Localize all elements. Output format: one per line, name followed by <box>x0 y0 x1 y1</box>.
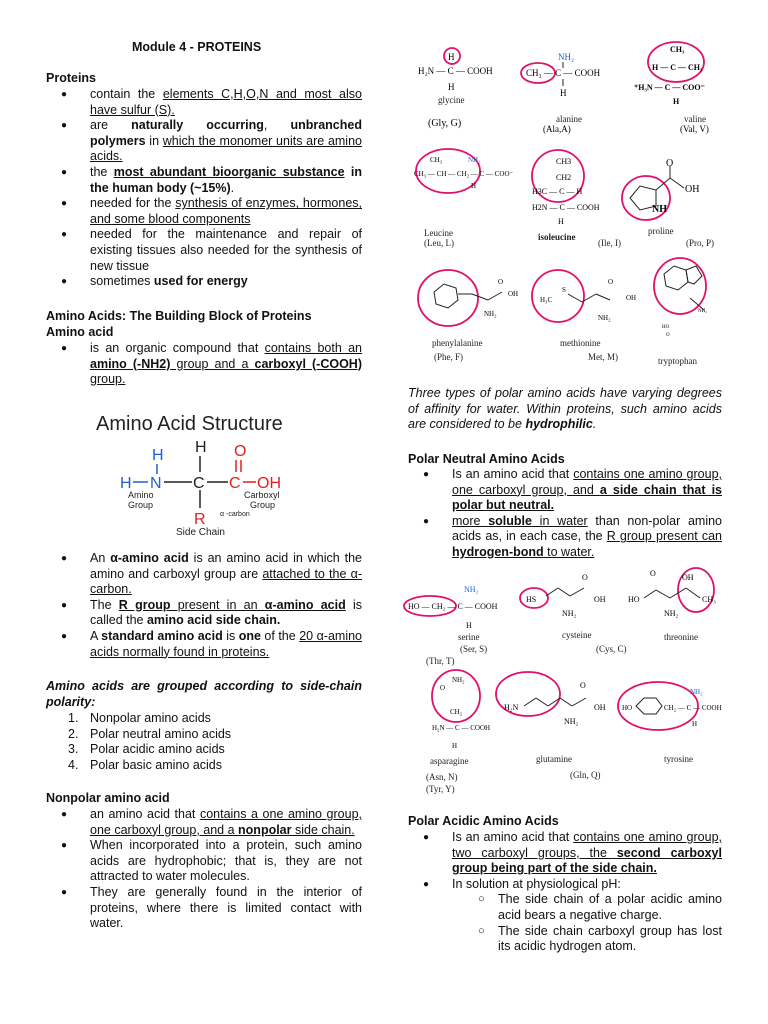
tryptophan-structure <box>654 258 707 366</box>
amino-acid-structure-diagram <box>88 402 328 540</box>
alpha-carbon-atom: C <box>193 475 205 492</box>
svg-text:O: O <box>666 333 670 338</box>
svg-text:H: H <box>558 217 564 226</box>
list-item: ● Is an amino acid that contains one amino group, one carboxyl group, and a side chain that is polar but neutral. <box>408 467 722 514</box>
svg-text:NH₂: NH₂ <box>562 609 577 618</box>
sub-list-item: ○ The side chain carboxyl group has lost its acidic hydrogen atom. <box>408 924 722 955</box>
grouping-list <box>46 711 362 773</box>
svg-text:HO: HO <box>628 595 640 604</box>
svg-text:Met, M): Met, M) <box>588 352 618 362</box>
amino-acid-list <box>46 341 362 388</box>
svg-text:H: H <box>448 52 455 62</box>
svg-text:CH₃ — C — COOH: CH₃ — C — COOH <box>526 68 601 78</box>
cysteine-structure <box>520 573 627 654</box>
svg-text:OH: OH <box>594 595 606 604</box>
svg-text:CH₃: CH₃ <box>702 595 716 604</box>
svg-text:serine: serine <box>458 632 480 642</box>
svg-text:OH: OH <box>594 703 606 712</box>
svg-text:NH₂: NH₂ <box>698 309 707 314</box>
svg-text:H: H <box>452 742 458 750</box>
svg-text:Group: Group <box>250 500 276 510</box>
svg-text:(Tyr, Y): (Tyr, Y) <box>426 784 455 794</box>
svg-text:cysteine: cysteine <box>562 630 592 640</box>
svg-text:(Leu, L): (Leu, L) <box>424 238 454 248</box>
svg-text:H: H <box>673 97 680 106</box>
list-item: ● An α-amino acid is an amino acid in which the amino and carboxyl group are attached to the α-carbon. <box>46 551 362 598</box>
svg-text:O: O <box>666 158 674 169</box>
glycine-structure <box>418 48 493 129</box>
alpha-amino-list <box>46 551 362 660</box>
svg-text:NH₂: NH₂ <box>598 314 611 322</box>
svg-text:NH₂: NH₂ <box>468 156 481 164</box>
svg-text:HO: HO <box>662 325 670 330</box>
svg-text:NH₂: NH₂ <box>690 688 703 696</box>
glutamine-structure <box>496 672 606 780</box>
nonpolar-list <box>46 807 362 932</box>
svg-text:OH: OH <box>682 573 694 582</box>
svg-text:NH₂: NH₂ <box>464 585 479 594</box>
svg-text:NH₂: NH₂ <box>564 717 579 726</box>
svg-text:CH2: CH2 <box>556 173 572 182</box>
svg-text:H: H <box>448 82 455 92</box>
svg-text:HO: HO <box>622 704 633 712</box>
svg-text:OH: OH <box>626 294 637 302</box>
svg-text:isoleucine: isoleucine <box>538 232 576 242</box>
svg-text:H₃C: H₃C <box>540 296 553 304</box>
svg-text:NH: NH <box>652 204 667 215</box>
amino-group-label: Amino <box>128 490 154 500</box>
amino-h-atom-left: H <box>120 475 132 492</box>
svg-text:HO — CH₂ — C — COOH: HO — CH₂ — C — COOH <box>408 602 498 611</box>
grouping-intro: Amino acids are grouped according to side-chain polarity: <box>46 679 362 709</box>
svg-text:OH: OH <box>685 184 700 195</box>
svg-text:Group: Group <box>128 500 154 510</box>
svg-text:O: O <box>440 684 446 692</box>
alpha-carbon-label: α -carbon <box>220 511 250 518</box>
svg-text:⁺H₃N — C — COO⁻: ⁺H₃N — C — COO⁻ <box>634 83 705 92</box>
svg-text:O: O <box>608 278 614 286</box>
isoleucine-structure <box>532 150 621 248</box>
svg-text:Leucine: Leucine <box>424 228 453 238</box>
list-item: ● an amino acid that contains a one amino group, one carboxyl group, and a nonpolar side chain. <box>46 807 362 838</box>
asparagine-structure <box>426 670 490 794</box>
svg-text:OH: OH <box>508 290 519 298</box>
polar-neutral-list <box>408 467 722 561</box>
svg-text:threonine: threonine <box>664 632 698 642</box>
list-item: 1. Nonpolar amino acids <box>68 711 211 725</box>
proteins-heading: Proteins <box>46 71 97 85</box>
polar-neutral-heading: Polar Neutral Amino Acids <box>408 452 565 466</box>
svg-text:H: H <box>466 621 472 630</box>
polar-acidic-list <box>408 830 722 955</box>
list-item: ● more soluble in water than non-polar amino acids as, in each case, the R group present can hydrogen-bond to water. <box>408 514 722 561</box>
svg-text:(Thr, T): (Thr, T) <box>426 656 455 666</box>
polar-acidic-heading: Polar Acidic Amino Acids <box>408 814 559 828</box>
amino-acid-heading: Amino acid <box>46 325 114 339</box>
svg-text:phenylalanine: phenylalanine <box>432 338 483 348</box>
list-item: ● They are generally found in the interior of proteins, where there is limited contact with water. <box>46 885 362 932</box>
svg-text:H: H <box>471 182 477 190</box>
svg-text:methionine: methionine <box>560 338 601 348</box>
list-item: 3. Polar acidic amino acids <box>68 742 225 757</box>
svg-text:(Asn, N): (Asn, N) <box>426 772 458 782</box>
list-item: 2. Polar neutral amino acids <box>68 726 232 741</box>
svg-text:CH₃: CH₃ <box>670 45 685 54</box>
svg-text:CH₃ — CH — CH₂ — C — COO⁻: CH₃ — CH — CH₂ — C — COO⁻ <box>414 170 514 178</box>
list-item: ● In solution at physiological pH: ○ The side chain of a polar acidic amino acid bears a negative charge. ○ The side chain carboxyl group has lost its acidic hydrogen atom. <box>408 877 722 955</box>
list-item: ● the most abundant bioorganic substance in the human body (~15%). <box>46 165 362 196</box>
svg-text:tyrosine: tyrosine <box>664 754 693 764</box>
svg-text:H₂N: H₂N <box>504 703 519 712</box>
svg-text:H2N — C — COOH: H2N — C — COOH <box>532 203 600 212</box>
svg-text:O: O <box>580 681 586 690</box>
svg-text:NH₂: NH₂ <box>664 609 679 618</box>
leucine-structure <box>414 149 514 248</box>
phenylalanine-structure <box>418 270 518 362</box>
svg-text:proline: proline <box>648 226 674 236</box>
sub-list-item: ○ The side chain of a polar acidic amino acid bears a negative charge. <box>408 892 722 923</box>
nonpolar-structures-figure <box>408 38 728 368</box>
svg-text:H₂N — C — COOH: H₂N — C — COOH <box>432 724 491 732</box>
svg-text:valine: valine <box>684 114 706 124</box>
svg-text:glycine: glycine <box>438 95 465 105</box>
svg-text:CH₂ — C — COOH: CH₂ — C — COOH <box>664 704 722 712</box>
svg-text:(Pro, P): (Pro, P) <box>686 238 715 248</box>
r-group: R <box>194 511 206 528</box>
svg-text:(Gln, Q): (Gln, Q) <box>570 770 601 780</box>
svg-text:(Gly, G): (Gly, G) <box>428 118 462 129</box>
svg-text:CH₂: CH₂ <box>450 708 463 716</box>
svg-text:alanine: alanine <box>556 114 582 124</box>
side-chain-label: Side Chain <box>176 527 225 538</box>
list-item: ● needed for the maintenance and repair of existing tissues also needed for the synthesis of new tissue <box>46 227 362 274</box>
svg-text:H: H <box>560 88 567 98</box>
svg-text:(Ala,A): (Ala,A) <box>543 124 571 134</box>
list-item: ● sometimes used for energy <box>46 274 362 290</box>
svg-text:H: H <box>692 720 698 728</box>
svg-text:(Ile, I): (Ile, I) <box>598 238 621 248</box>
oxygen-atom: O <box>234 443 247 460</box>
svg-text:O: O <box>582 573 588 582</box>
list-item: ● contain the elements C,H,O,N and most also have sulfur (S). <box>46 87 362 118</box>
svg-text:NH₂: NH₂ <box>484 310 497 318</box>
polar-neutral-structures-figure <box>400 566 728 800</box>
alanine-structure <box>521 52 601 134</box>
tyrosine-structure <box>618 682 722 764</box>
sub-list <box>408 892 722 954</box>
svg-text:CH₃: CH₃ <box>430 156 443 164</box>
proline-structure <box>622 158 714 248</box>
list-item: ● are naturally occurring, unbranched polymers in which the monomer units are amino acids. <box>46 118 362 165</box>
carboxyl-carbon-atom: C <box>229 475 241 492</box>
methionine-structure <box>532 270 636 362</box>
svg-text:O: O <box>650 569 656 578</box>
svg-text:NH₂: NH₂ <box>558 52 575 62</box>
hydroxyl-group: OH <box>257 475 281 492</box>
carboxyl-group-label: Carboxyl <box>244 490 280 500</box>
list-item: ● A standard amino acid is one of the 20 α-amino acids normally found in proteins. <box>46 629 362 660</box>
list-item: 4. Polar basic amino acids <box>68 757 223 772</box>
svg-text:CH3: CH3 <box>556 157 572 166</box>
svg-text:(Ser, S): (Ser, S) <box>460 644 488 654</box>
svg-text:tryptophan: tryptophan <box>658 356 697 366</box>
svg-text:glutamine: glutamine <box>536 754 572 764</box>
list-item: ● is an organic compound that contains both an amino (-NH2) group and a carboxyl (-COOH) group. <box>46 341 362 388</box>
list-item: ● needed for the synthesis of enzymes, hormones, and some blood components <box>46 196 362 227</box>
svg-text:S: S <box>562 286 566 294</box>
svg-text:H3C — C — H: H3C — C — H <box>532 187 583 196</box>
nonpolar-heading: Nonpolar amino acid <box>46 791 170 805</box>
list-item: ● When incorporated into a protein, such amino acids are hydrophobic; that is, they are not attracted to water molecules. <box>46 838 362 885</box>
proteins-list <box>46 87 362 290</box>
svg-text:asparagine: asparagine <box>430 756 469 766</box>
amino-acids-heading: Amino Acids: The Building Block of Proteins <box>46 309 312 323</box>
polar-intro: Three types of polar amino acids have varying degrees of affinity for water. Within proteins, such amino acids are considered to be hydrophilic. <box>408 386 722 432</box>
nitrogen-atom: N <box>150 475 162 492</box>
serine-structure <box>404 585 498 666</box>
structure-title: Amino Acid Structure <box>96 413 283 435</box>
svg-text:H₂N — C — COOH: H₂N — C — COOH <box>418 66 493 76</box>
svg-text:H — C — CH₃: H — C — CH₃ <box>652 63 703 72</box>
svg-text:(Phe, F): (Phe, F) <box>434 352 463 362</box>
svg-text:(Val, V): (Val, V) <box>680 124 709 134</box>
h-atom: H <box>195 439 207 456</box>
svg-text:(Cys, C): (Cys, C) <box>596 644 627 654</box>
svg-text:HS: HS <box>526 595 537 604</box>
page-title: Module 4 - PROTEINS <box>132 40 262 54</box>
valine-structure <box>634 42 709 134</box>
svg-text:NH₂: NH₂ <box>452 676 465 684</box>
list-item: ● Is an amino acid that contains one amino group, two carboxyl groups, the second carboxyl group being part of the side chain. <box>408 830 722 877</box>
svg-text:O: O <box>498 278 504 286</box>
threonine-structure <box>628 568 716 642</box>
list-item: ● The R group present in an α-amino acid is called the amino acid side chain. <box>46 598 362 629</box>
amino-h-atom: H <box>152 447 164 464</box>
